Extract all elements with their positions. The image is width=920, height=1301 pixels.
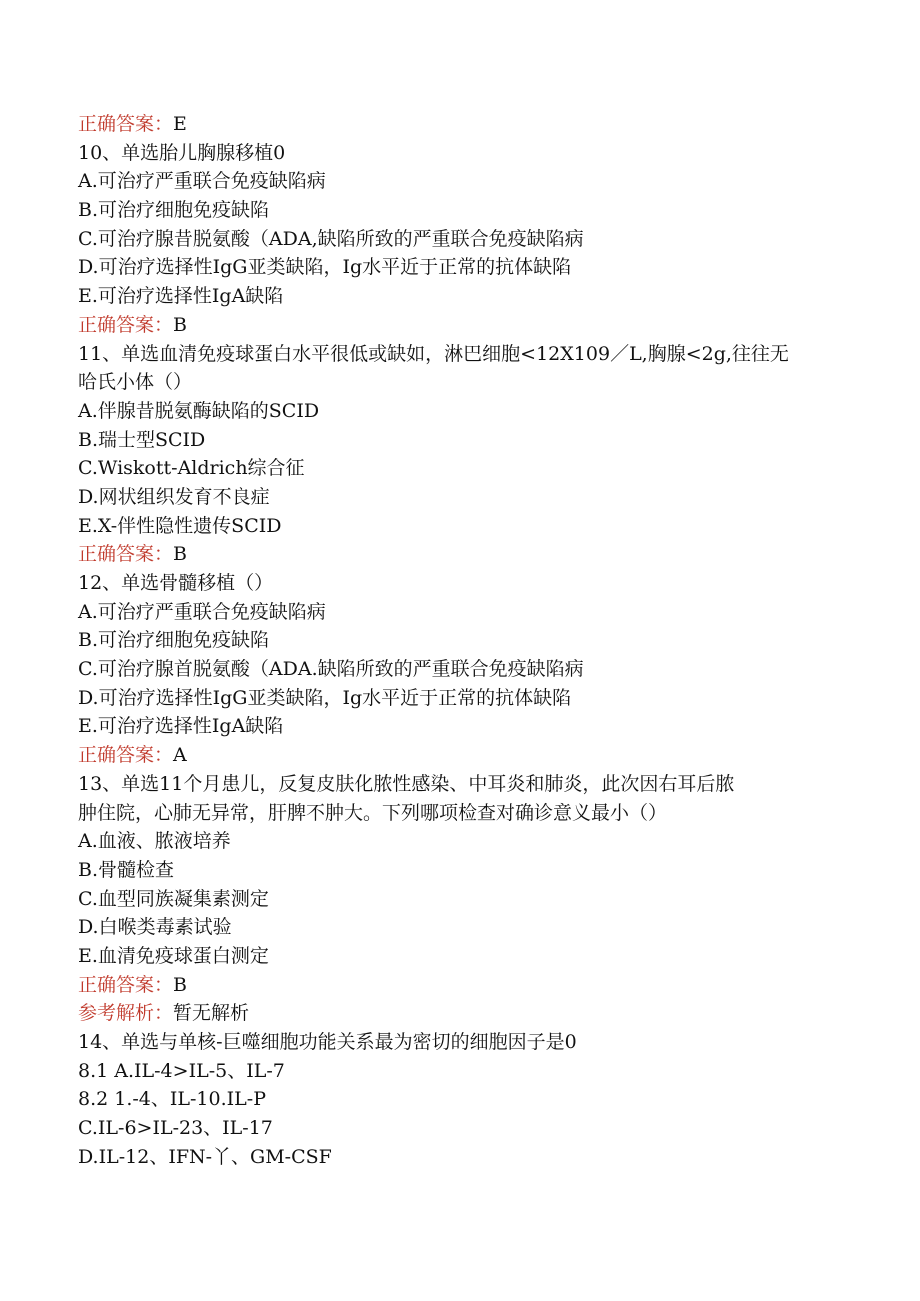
answer-line xyxy=(78,110,858,139)
answer-value: A xyxy=(173,744,187,767)
answer-value: B xyxy=(173,543,187,566)
question-10-option-b: B.可治疗细胞免疫缺陷 xyxy=(78,199,270,222)
question-11-title-line1: 11、单选血清免疫球蛋白水平很低或缺如，淋巴细胞<12X109／L,胸腺<2g,往往无 xyxy=(78,342,789,365)
answer-label: 正确答案： xyxy=(78,543,174,566)
question-11-option-a: A.伴腺昔脱氨酶缺陷的SCID xyxy=(78,399,320,422)
question-11-answer xyxy=(78,540,858,569)
analysis-label: 参考解析： xyxy=(78,1002,174,1025)
question-10-option-a: A.可治疗严重联合免疫缺陷病 xyxy=(78,170,326,193)
question-14-option-c: C.IL-6>IL-23、IL-17 xyxy=(78,1117,273,1140)
question-13-title-line1: 13、单选11个月患儿，反复皮肤化脓性感染、中耳炎和肺炎，此次因右耳后脓 xyxy=(78,772,735,795)
question-13-answer xyxy=(78,971,858,1000)
answer-label: 正确答案： xyxy=(78,313,174,336)
question-12-option-b: B.可治疗细胞免疫缺陷 xyxy=(78,629,270,652)
question-11-option-b: B.瑞士型SCID xyxy=(78,428,206,451)
question-13-title-line2: 肿住院，心肺无异常，肝脾不肿大。下列哪项检查对确诊意义最小（） xyxy=(78,801,668,824)
question-12-answer xyxy=(78,741,858,770)
question-13-option-a: A.血液、脓液培养 xyxy=(78,830,231,853)
document-page xyxy=(78,110,858,1171)
question-13-option-c: C.血型同族凝集素测定 xyxy=(78,887,269,910)
question-14-option-1: 8.1 A.IL-4>IL-5、IL-7 xyxy=(78,1059,285,1082)
question-10-option-c: C.可治疗腺昔脱氨酸（ADA,缺陷所致的严重联合免疫缺陷病 xyxy=(78,227,584,250)
answer-label: 正确答案： xyxy=(78,113,174,135)
question-11-option-e: E.X-伴性隐性遗传SCID xyxy=(78,514,282,537)
question-13-option-e: E.血清免疫球蛋白测定 xyxy=(78,944,269,967)
question-13-option-b: B.骨髓检查 xyxy=(78,858,175,881)
question-12-option-c: C.可治疗腺首脱氨酸（ADA.缺陷所致的严重联合免疫缺陷病 xyxy=(78,658,584,681)
question-11-title-line2: 哈氏小体（） xyxy=(78,371,193,394)
question-14-option-d: D.IL-12、IFN-丫、GM-CSF xyxy=(78,1145,332,1168)
question-13-option-d: D.白喉类毒素试验 xyxy=(78,916,232,939)
question-12-option-a: A.可治疗严重联合免疫缺陷病 xyxy=(78,600,326,623)
question-10-title: 10、单选胎儿胸腺移植0 xyxy=(78,141,286,164)
answer-value: B xyxy=(173,973,187,996)
analysis-value: 暂无解析 xyxy=(173,1002,250,1025)
question-14-option-2: 8.2 1.-4、IL-10.IL-P xyxy=(78,1088,266,1111)
question-10-option-d: D.可治疗选择性IgG亚类缺陷，Ig水平近于正常的抗体缺陷 xyxy=(78,256,572,279)
answer-value: B xyxy=(173,313,187,336)
answer-value: E xyxy=(173,113,187,135)
question-12-option-e: E.可治疗选择性IgA缺陷 xyxy=(78,715,284,738)
question-11-option-c: C.Wiskott-Aldrich综合征 xyxy=(78,457,305,480)
question-11-option-d: D.网状组织发育不良症 xyxy=(78,485,270,508)
question-10-option-e: E.可治疗选择性IgA缺陷 xyxy=(78,285,284,308)
question-12-option-d: D.可治疗选择性IgG亚类缺陷，Ig水平近于正常的抗体缺陷 xyxy=(78,686,572,709)
question-10-answer xyxy=(78,311,858,340)
question-13-analysis xyxy=(78,999,858,1028)
question-12-title: 12、单选骨髓移植（） xyxy=(78,572,274,594)
answer-label: 正确答案： xyxy=(78,973,174,996)
answer-label: 正确答案： xyxy=(78,744,174,767)
question-14-title: 14、单选与单核-巨噬细胞功能关系最为密切的细胞因子是0 xyxy=(78,1031,577,1053)
